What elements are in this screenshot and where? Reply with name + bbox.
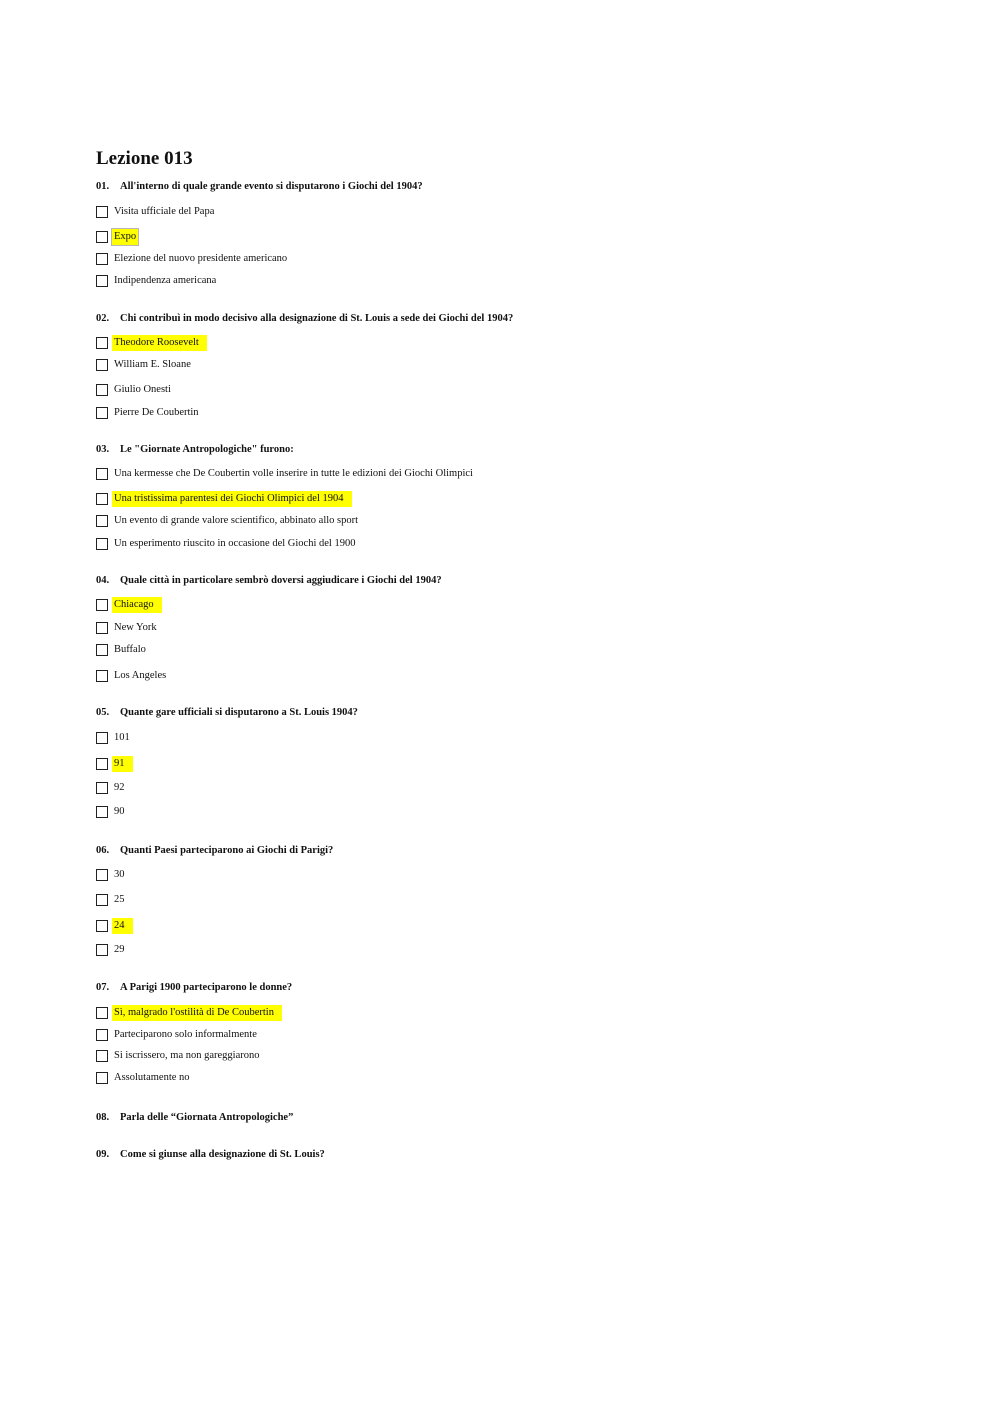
- answer-option[interactable]: [96, 918, 133, 934]
- answer-option[interactable]: [96, 620, 159, 636]
- answer-label: New York: [114, 622, 157, 633]
- answer-checkbox[interactable]: [96, 920, 108, 932]
- question-text: Chi contribuì in modo decisivo alla designazione di St. Louis a sede dei Giochi del 1904?: [120, 313, 514, 324]
- answer-label: Indipendenza americana: [114, 275, 217, 286]
- question-text: Come si giunse alla designazione di St. Louis?: [120, 1149, 325, 1160]
- answer-label: Elezione del nuovo presidente americano: [114, 253, 288, 264]
- answer-label: William E. Sloane: [114, 359, 191, 370]
- question-7: [96, 981, 292, 995]
- question-number: 08.: [96, 1112, 110, 1123]
- answer-option[interactable]: [96, 491, 352, 507]
- answer-checkbox[interactable]: [96, 515, 108, 527]
- answer-label: Pierre De Coubertin: [114, 407, 199, 418]
- answer-checkbox[interactable]: [96, 206, 108, 218]
- question-6: [96, 844, 333, 858]
- answer-label: 24: [112, 918, 133, 934]
- question-number: 03.: [96, 444, 110, 455]
- answer-option[interactable]: [96, 597, 162, 613]
- page-title: Lezione 013: [96, 148, 193, 169]
- answer-label: 92: [114, 782, 125, 793]
- answer-label: Assolutamente no: [114, 1072, 190, 1083]
- answer-checkbox[interactable]: [96, 231, 108, 243]
- answer-label: Theodore Roosevelt: [112, 335, 207, 351]
- question-8: [96, 1111, 293, 1125]
- answer-option[interactable]: [96, 335, 207, 351]
- answer-label: 29: [114, 944, 125, 955]
- answer-label: 91: [112, 756, 133, 772]
- answer-label: Buffalo: [114, 644, 146, 655]
- answer-option[interactable]: [96, 642, 148, 658]
- answer-label: Un evento di grande valore scientifico, abbinato allo sport: [114, 515, 359, 526]
- answer-checkbox[interactable]: [96, 337, 108, 349]
- answer-option[interactable]: [96, 405, 201, 421]
- answer-label: Un esperimento riuscito in occasione del Giochi del 1900: [114, 538, 356, 549]
- answer-checkbox[interactable]: [96, 275, 108, 287]
- answer-label: Los Angeles: [114, 670, 167, 681]
- question-text: Quante gare ufficiali si disputarono a St. Louis 1904?: [120, 707, 358, 718]
- question-text: Quale città in particolare sembrò doversi aggiudicare i Giochi del 1904?: [120, 575, 442, 586]
- answer-checkbox[interactable]: [96, 1029, 108, 1041]
- question-text: Parla delle “Giornata Antropologiche”: [120, 1112, 294, 1123]
- answer-label: Si iscrissero, ma non gareggiarono: [114, 1050, 260, 1061]
- answer-option[interactable]: [96, 1070, 192, 1086]
- answer-label: Chiacago: [112, 597, 162, 613]
- answer-checkbox[interactable]: [96, 1007, 108, 1019]
- question-4: [96, 574, 442, 588]
- question-number: 05.: [96, 707, 110, 718]
- answer-option[interactable]: [96, 466, 475, 482]
- answer-checkbox[interactable]: [96, 1072, 108, 1084]
- answer-option[interactable]: [96, 756, 133, 772]
- answer-label: Una tristissima parentesi dei Giochi Olimpici del 1904: [112, 491, 352, 507]
- answer-option[interactable]: [96, 730, 132, 746]
- answer-option[interactable]: [96, 867, 127, 883]
- question-text: Quanti Paesi parteciparono ai Giochi di Parigi?: [120, 845, 334, 856]
- answer-checkbox[interactable]: [96, 894, 108, 906]
- answer-checkbox[interactable]: [96, 253, 108, 265]
- answer-label: 30: [114, 869, 125, 880]
- answer-checkbox[interactable]: [96, 468, 108, 480]
- question-9: [96, 1148, 325, 1162]
- answer-option[interactable]: [96, 204, 216, 220]
- answer-label: Una kermesse che De Coubertin volle inserire in tutte le edizioni dei Giochi Olimpici: [114, 468, 473, 479]
- answer-checkbox[interactable]: [96, 1050, 108, 1062]
- answer-checkbox[interactable]: [96, 944, 108, 956]
- answer-option[interactable]: [96, 382, 173, 398]
- answer-option[interactable]: [96, 273, 218, 289]
- answer-checkbox[interactable]: [96, 732, 108, 744]
- answer-option[interactable]: [96, 251, 289, 267]
- answer-option[interactable]: [96, 804, 127, 820]
- question-number: 01.: [96, 181, 110, 192]
- answer-option[interactable]: [96, 668, 168, 684]
- answer-checkbox[interactable]: [96, 644, 108, 656]
- answer-checkbox[interactable]: [96, 599, 108, 611]
- answer-checkbox[interactable]: [96, 407, 108, 419]
- answer-label: Expo: [112, 229, 138, 245]
- question-number: 02.: [96, 313, 110, 324]
- question-number: 09.: [96, 1149, 110, 1160]
- answer-option[interactable]: [96, 536, 357, 552]
- answer-checkbox[interactable]: [96, 622, 108, 634]
- answer-checkbox[interactable]: [96, 806, 108, 818]
- answer-label: Giulio Onesti: [114, 384, 171, 395]
- question-number: 04.: [96, 575, 110, 586]
- answer-option[interactable]: [96, 892, 127, 908]
- question-5: [96, 706, 358, 720]
- answer-checkbox[interactable]: [96, 538, 108, 550]
- answer-checkbox[interactable]: [96, 493, 108, 505]
- question-number: 06.: [96, 845, 110, 856]
- answer-option[interactable]: [96, 942, 127, 958]
- question-1: [96, 180, 423, 194]
- answer-option[interactable]: [96, 1005, 282, 1021]
- answer-checkbox[interactable]: [96, 782, 108, 794]
- answer-label: 25: [114, 894, 125, 905]
- answer-label: 90: [114, 806, 125, 817]
- question-3: [96, 443, 294, 457]
- question-text: All'interno di quale grande evento si disputarono i Giochi del 1904?: [120, 181, 423, 192]
- question-text: A Parigi 1900 parteciparono le donne?: [120, 982, 293, 993]
- question-text: Le "Giornate Antropologiche" furono:: [120, 444, 294, 455]
- answer-option[interactable]: [96, 513, 360, 529]
- answer-label: Visita ufficiale del Papa: [114, 206, 215, 217]
- answer-option[interactable]: [96, 229, 138, 245]
- question-number: 07.: [96, 982, 110, 993]
- question-2: [96, 312, 513, 326]
- answer-option[interactable]: [96, 1048, 262, 1064]
- answer-option[interactable]: [96, 1027, 259, 1043]
- answer-option[interactable]: [96, 357, 193, 373]
- answer-checkbox[interactable]: [96, 670, 108, 682]
- answer-label: 101: [114, 732, 130, 743]
- answer-checkbox[interactable]: [96, 384, 108, 396]
- answer-checkbox[interactable]: [96, 758, 108, 770]
- answer-checkbox[interactable]: [96, 359, 108, 371]
- answer-checkbox[interactable]: [96, 869, 108, 881]
- answer-label: Parteciparono solo informalmente: [114, 1029, 257, 1040]
- answer-label: Sì, malgrado l'ostilità di De Coubertin: [112, 1005, 282, 1021]
- answer-option[interactable]: [96, 780, 127, 796]
